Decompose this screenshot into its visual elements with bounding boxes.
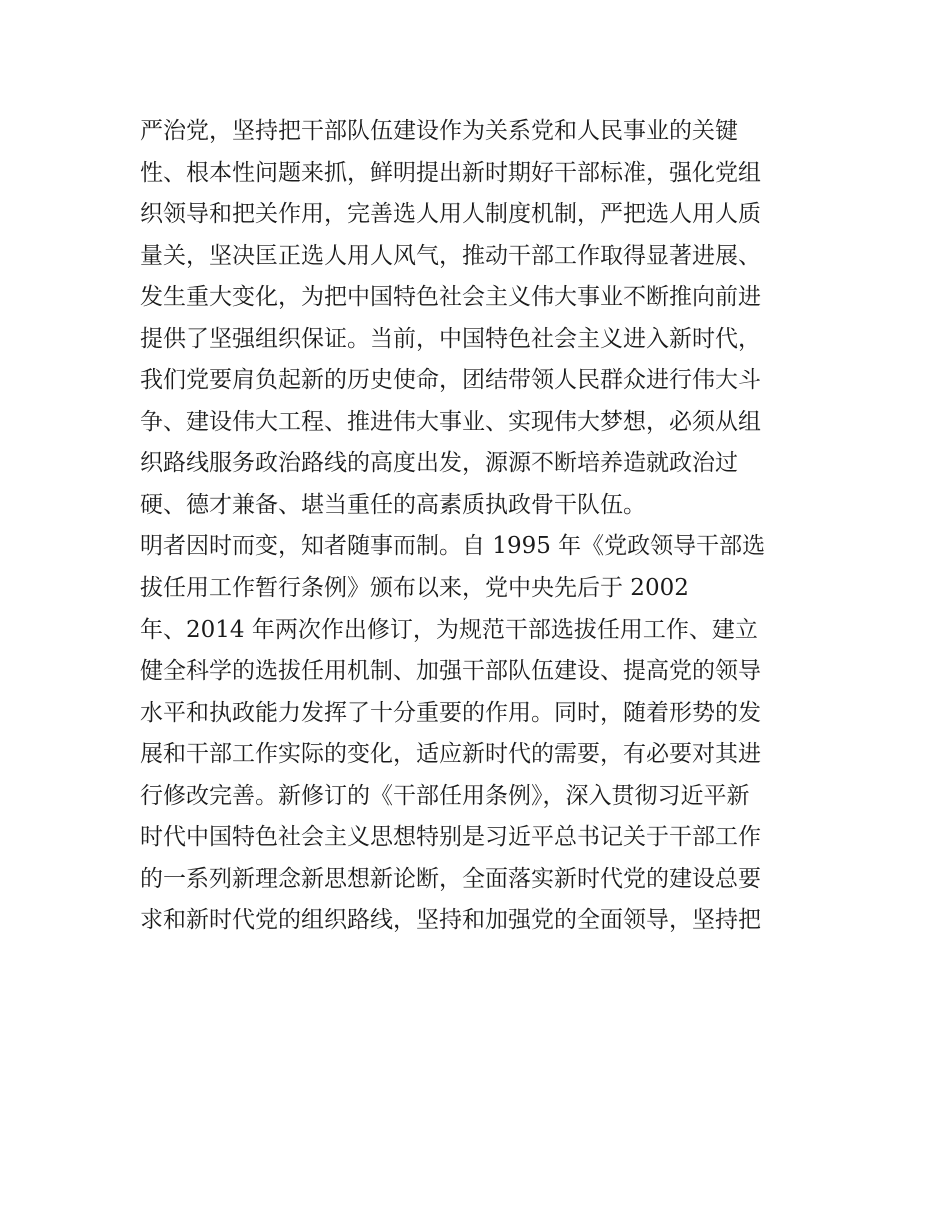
text-line-18: 时代中国特色社会主义思想特别是习近平总书记关于干部工作	[140, 824, 761, 851]
text-line-12: 拔任用工作暂行条例》颁布以来，党中央先后于 2002	[140, 575, 689, 602]
text-line-17: 行修改完善。新修订的《干部任用条例》，深入贯彻习近平新	[140, 782, 750, 809]
text-line-20: 求和新时代党的组织路线，坚持和加强党的全面领导，坚持把	[140, 907, 761, 934]
text-line-2: 性、根本性问题来抓，鲜明提出新时期好干部标准，强化党组	[140, 159, 761, 186]
text-line-1: 严治党，坚持把干部队伍建设作为关系党和人民事业的关键	[140, 118, 738, 144]
body-text	[140, 111, 840, 942]
text-line-3: 织领导和把关作用，完善选人用人制度机制，严把选人用人质	[140, 201, 761, 228]
text-line-14: 健全科学的选拔任用机制、加强干部队伍建设、提高党的领导	[140, 658, 761, 685]
text-line-10: 硬、德才兼备、堪当重任的高素质执政骨干队伍。	[140, 491, 646, 518]
text-line-11: 明者因时而变，知者随事而制。自 1995 年《党政领导干部选	[140, 533, 766, 560]
text-line-19: 的一系列新理念新思想新论断，全面落实新时代党的建设总要	[140, 865, 761, 892]
text-line-16: 展和干部工作实际的变化，适应新时代的需要，有必要对其进	[140, 741, 761, 768]
text-line-6: 提供了坚强组织保证。当前，中国特色社会主义进入新时代，	[140, 325, 761, 352]
text-line-4: 量关，坚决匡正选人用人风气，推动干部工作取得显著进展、	[140, 242, 761, 269]
text-line-9: 织路线服务政治路线的高度出发，源源不断培养造就政治过	[140, 450, 738, 477]
text-line-5: 发生重大变化，为把中国特色社会主义伟大事业不断推向前进	[140, 284, 761, 311]
text-line-13: 年、2014 年两次作出修订，为规范干部选拔任用工作、建立	[140, 616, 758, 643]
text-line-8: 争、建设伟大工程、推进伟大事业、实现伟大梦想，必须从组	[140, 408, 761, 435]
text-line-15: 水平和执政能力发挥了十分重要的作用。同时，随着形势的发	[140, 699, 761, 726]
text-line-7: 我们党要肩负起新的历史使命，团结带领人民群众进行伟大斗	[140, 367, 761, 394]
